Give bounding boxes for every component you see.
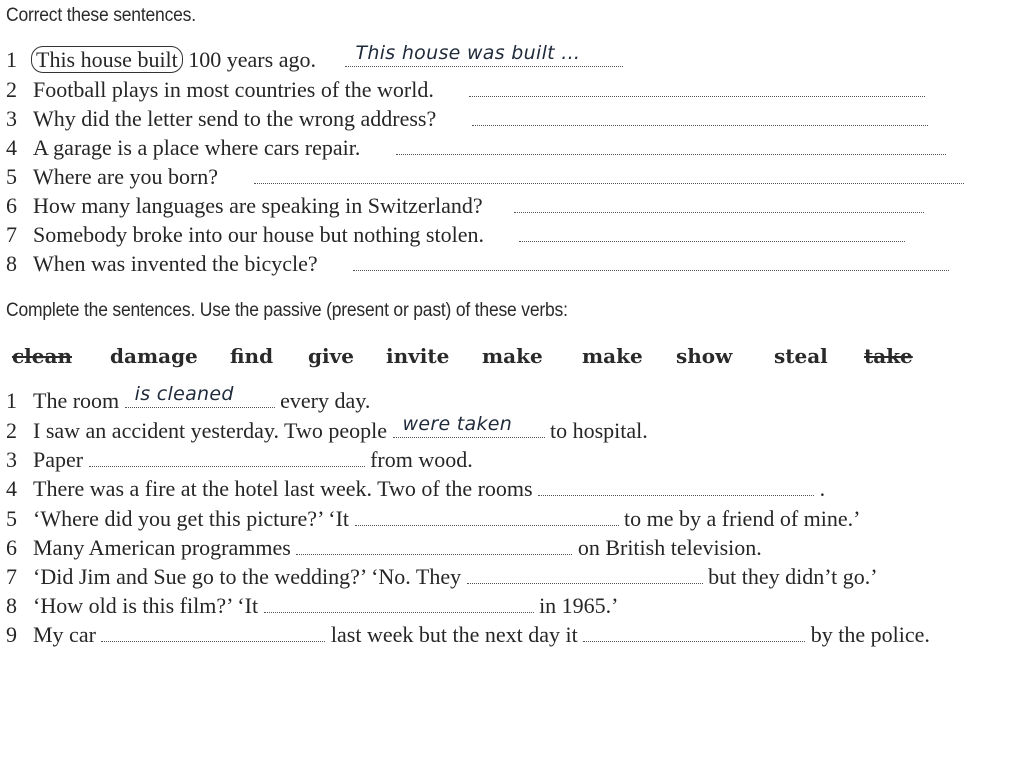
item-number: 7 — [6, 222, 17, 247]
list-item — [6, 106, 928, 132]
sentence-text: Football plays in most countries of the world. — [33, 77, 434, 102]
sentence-text: but they didn’t go.’ — [708, 564, 878, 589]
handwritten-answer: is cleaned — [134, 383, 234, 405]
verb-word: damage — [110, 344, 198, 368]
item-number: 1 — [6, 388, 17, 413]
answer-line[interactable] — [125, 383, 275, 408]
circled-error-phrase: This house built — [31, 46, 183, 73]
item-number: 9 — [6, 622, 17, 647]
handwritten-answer: were taken — [402, 413, 513, 435]
list-item — [6, 383, 371, 414]
sentence-text: from wood. — [370, 447, 473, 472]
answer-line[interactable] — [519, 223, 905, 242]
answer-line[interactable] — [538, 477, 814, 496]
list-item — [6, 535, 762, 561]
verb-word: make — [582, 344, 643, 368]
answer-line[interactable] — [345, 42, 623, 67]
list-item — [6, 476, 825, 502]
answer-line[interactable] — [254, 165, 964, 184]
verb-word: take — [864, 344, 913, 368]
item-number: 1 — [6, 47, 17, 72]
item-number: 7 — [6, 564, 17, 589]
sentence-text: Why did the letter send to the wrong address? — [33, 106, 437, 131]
sentence-text: I saw an accident yesterday. Two people — [33, 418, 387, 443]
sentence-text: last week but the next day it — [330, 622, 578, 647]
answer-line[interactable] — [514, 194, 924, 213]
verb-word: clean — [12, 344, 72, 368]
list-item — [6, 251, 949, 277]
list-item — [6, 447, 473, 473]
exercise-1-heading: Correct these sentences. — [6, 5, 196, 26]
answer-line-2[interactable] — [583, 623, 805, 642]
answer-line[interactable] — [396, 136, 946, 155]
answer-line[interactable] — [296, 536, 572, 555]
item-number: 5 — [6, 506, 17, 531]
sentence-text: to me by a friend of mine.’ — [624, 506, 861, 531]
verb-word: find — [230, 344, 274, 368]
item-number: 3 — [6, 106, 17, 131]
item-number: 5 — [6, 164, 17, 189]
item-number: 2 — [6, 418, 17, 443]
list-item — [6, 506, 860, 532]
sentence-text: ‘How old is this film?’ ‘It — [33, 593, 259, 618]
sentence-text: When was invented the bicycle? — [33, 251, 318, 276]
exercise-2-heading: Complete the sentences. Use the passive (present or past) of these verbs: — [6, 300, 568, 321]
item-number: 3 — [6, 447, 17, 472]
sentence-text: Many American programmes — [33, 535, 291, 560]
list-item — [6, 222, 905, 248]
sentence-text: There was a fire at the hotel last week. Two of the rooms — [33, 476, 533, 501]
list-item — [6, 622, 930, 648]
list-item — [6, 135, 946, 161]
answer-line[interactable] — [467, 565, 703, 584]
item-number: 2 — [6, 77, 17, 102]
verb-word: make — [482, 344, 543, 368]
sentence-text: Paper — [33, 447, 84, 472]
sentence-text: ‘Did Jim and Sue go to the wedding?’ ‘No. They — [33, 564, 462, 589]
answer-line[interactable] — [353, 252, 949, 271]
verb-word: show — [676, 344, 733, 368]
sentence-text: My car — [33, 622, 96, 647]
list-item — [6, 564, 878, 590]
sentence-text: 100 years ago. — [188, 47, 316, 72]
sentence-text: A garage is a place where cars repair. — [33, 135, 361, 160]
answer-line[interactable] — [472, 107, 928, 126]
handwritten-answer: This house was built ... — [355, 42, 581, 64]
item-number: 4 — [6, 135, 17, 160]
sentence-text: every day. — [280, 388, 371, 413]
sentence-text: . — [819, 476, 826, 501]
sentence-text: Where are you born? — [33, 164, 219, 189]
list-item — [6, 42, 623, 73]
verb-word: steal — [774, 344, 828, 368]
answer-line[interactable] — [469, 78, 925, 97]
answer-line[interactable] — [355, 507, 619, 526]
sentence-text: in 1965.’ — [539, 593, 619, 618]
list-item — [6, 77, 925, 103]
item-number: 6 — [6, 193, 17, 218]
answer-line[interactable] — [89, 448, 365, 467]
answer-line[interactable] — [101, 623, 325, 642]
item-number: 8 — [6, 251, 17, 276]
sentence-text: ‘Where did you get this picture?’ ‘It — [33, 506, 350, 531]
verb-word: invite — [386, 344, 450, 368]
list-item — [6, 413, 648, 444]
list-item — [6, 193, 924, 219]
list-item — [6, 164, 964, 190]
sentence-text: on British television. — [577, 535, 762, 560]
item-number: 4 — [6, 476, 17, 501]
verb-word: give — [308, 344, 354, 368]
answer-line[interactable] — [393, 413, 545, 438]
sentence-text: The room — [33, 388, 120, 413]
answer-line[interactable] — [264, 594, 534, 613]
item-number: 6 — [6, 535, 17, 560]
sentence-text: to hospital. — [550, 418, 648, 443]
sentence-text: Somebody broke into our house but nothing stolen. — [33, 222, 484, 247]
item-number: 8 — [6, 593, 17, 618]
sentence-text: by the police. — [810, 622, 930, 647]
sentence-text: How many languages are speaking in Switzerland? — [33, 193, 483, 218]
list-item — [6, 593, 619, 619]
